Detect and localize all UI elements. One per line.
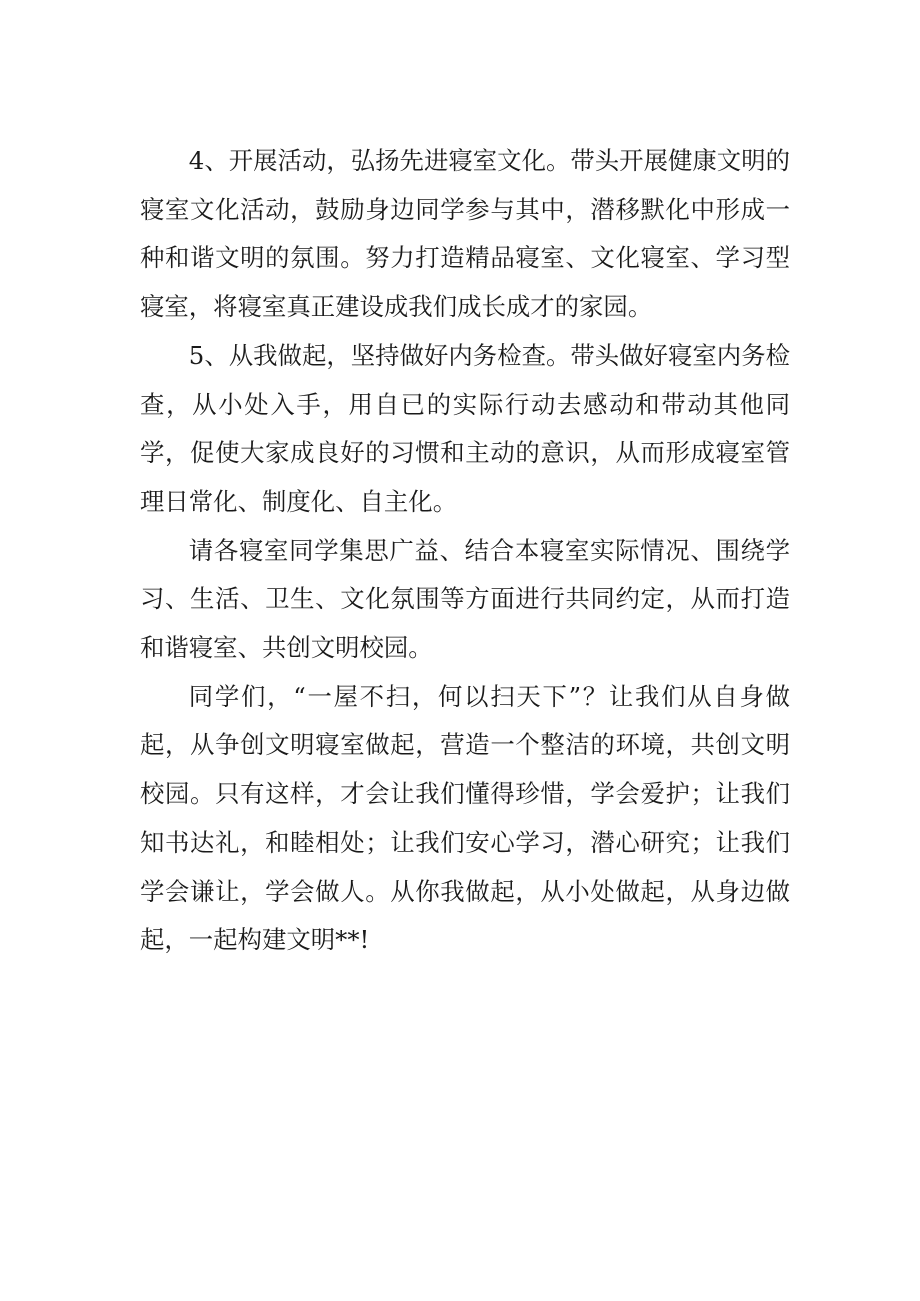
paragraph-closing: 同学们，“一屋不扫，何以扫天下”？让我们从自身做起，从争创文明寝室做起，营造一个整洁的环境，共创文明校园。只有这样，才会让我们懂得珍惜，学会爱护；让我们知书达礼，和睦相处；让我们安心学习，潜心研究；让我们学会谦让，学会做人。从你我做起，从小处做起，从身边做起，一起构建文明**! [140,681,790,955]
document-body [140,137,790,965]
paragraph-activities: 4、开展活动，弘扬先进寝室文化。带头开展健康文明的寝室文化活动，鼓励身边同学参与其中，潜移默化中形成一种和谐文明的氛围。努力打造精品寝室、文化寝室、学习型寝室，将寝室真正建设成我们成长成才的家园。 [140,146,790,322]
paragraph-inspection: 5、从我做起，坚持做好内务检查。带头做好寝室内务检查，从小处入手，用自已的实际行动去感动和带动其他同学，促使大家成良好的习惯和主动的意识，从而形成寝室管理日常化、制度化、自主化。 [140,340,790,516]
paragraph-agreement: 请各寝室同学集思广益、结合本寝室实际情况、围绕学习、生活、卫生、文化氛围等方面进行共同约定，从而打造和谐寝室、共创文明校园。 [140,535,790,663]
